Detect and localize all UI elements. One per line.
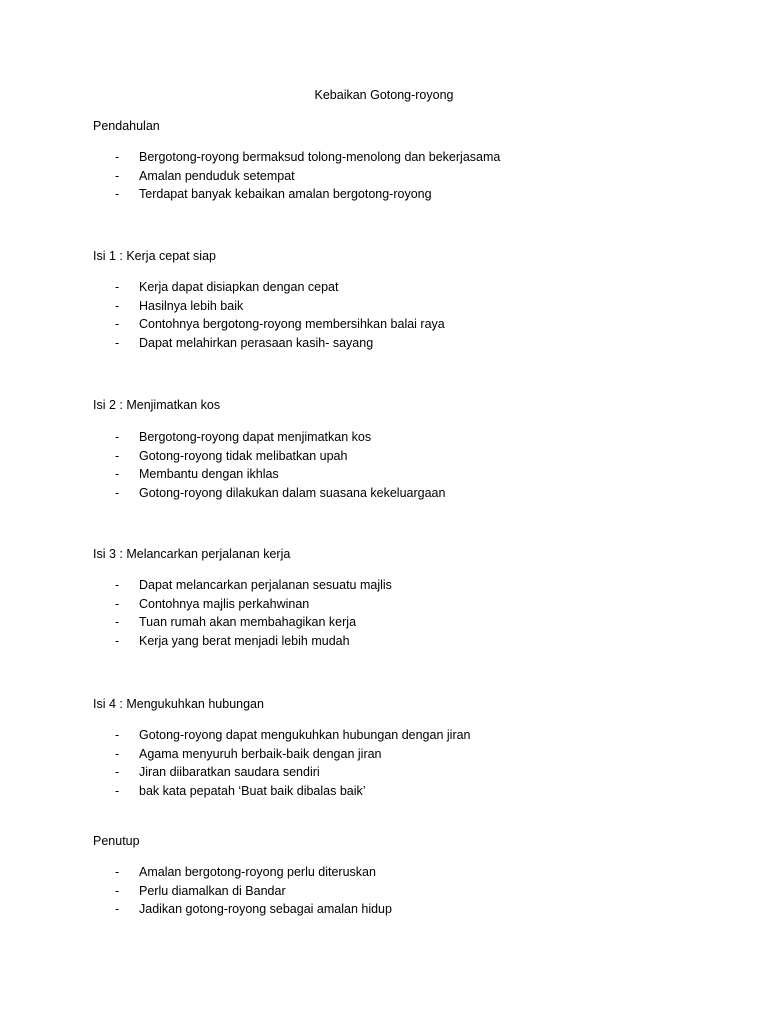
bullet-dash: - xyxy=(115,784,120,799)
list-item-text: Gotong-royong dapat mengukuhkan hubungan dengan jiran xyxy=(139,728,471,742)
bullet-dash: - xyxy=(115,746,120,761)
bullet-dash: - xyxy=(115,430,120,444)
list-item-text: bak kata pepatah ‘Buat baik dibalas baik’ xyxy=(139,784,366,799)
bullet-dash: - xyxy=(115,902,120,917)
bullet-dash: - xyxy=(115,765,120,780)
list-item-text: Jiran diibaratkan saudara sendiri xyxy=(139,765,320,780)
list-item-text: Amalan penduduk setempat xyxy=(139,168,295,183)
bullet-dash: - xyxy=(115,865,120,879)
list-item-text: Amalan bergotong-royong perlu diteruskan xyxy=(139,865,376,879)
list-item-text: Gotong-royong dilakukan dalam suasana kekeluargaan xyxy=(139,486,446,501)
list-item-text: Gotong-royong tidak melibatkan upah xyxy=(139,448,348,463)
list-item-text: Contohnya bergotong-royong membersihkan balai raya xyxy=(139,317,445,332)
list-item-text: Agama menyuruh berbaik-baik dengan jiran xyxy=(139,746,382,761)
bullet-dash: - xyxy=(115,596,120,611)
bullet-dash: - xyxy=(115,883,120,898)
list-item-text: Tuan rumah akan membahagikan kerja xyxy=(139,615,357,630)
bullet-dash: - xyxy=(115,280,120,294)
list-item-text: Jadikan gotong-royong sebagai amalan hidup xyxy=(139,902,392,917)
bullet-dash: - xyxy=(115,615,120,630)
section-heading-penutup: Penutup xyxy=(93,834,140,848)
bullet-dash: - xyxy=(115,448,120,463)
section-heading-isi-2: Isi 2 : Menjimatkan kos xyxy=(93,398,221,412)
bullet-dash: - xyxy=(115,578,120,592)
section-heading-isi-1: Isi 1 : Kerja cepat siap xyxy=(93,249,216,263)
document-title: Kebaikan Gotong-royong xyxy=(314,88,454,102)
list-item-text: Perlu diamalkan di Bandar xyxy=(139,883,286,898)
section-heading-isi-4: Isi 4 : Mengukuhkan hubungan xyxy=(93,697,264,711)
bullet-dash: - xyxy=(115,317,120,332)
list-item-text: Dapat melancarkan perjalanan sesuatu majlis xyxy=(139,578,392,592)
bullet-dash: - xyxy=(115,486,120,501)
bullet-dash: - xyxy=(115,187,120,202)
bullet-dash: - xyxy=(115,728,120,742)
bullet-dash: - xyxy=(115,150,120,164)
list-item-text: Kerja dapat disiapkan dengan cepat xyxy=(139,280,339,294)
bullet-dash: - xyxy=(115,467,120,482)
bullet-dash: - xyxy=(115,634,120,649)
section-heading-pendahulan: Pendahulan xyxy=(93,119,160,133)
section-heading-isi-3: Isi 3 : Melancarkan perjalanan kerja xyxy=(93,547,291,561)
list-item-text: Bergotong-royong dapat menjimatkan kos xyxy=(139,430,372,444)
list-item-text: Bergotong-royong bermaksud tolong-menolong dan bekerjasama xyxy=(139,150,501,164)
bullet-dash: - xyxy=(115,336,120,351)
list-item-text: Kerja yang berat menjadi lebih mudah xyxy=(139,634,350,649)
bullet-dash: - xyxy=(115,298,120,313)
bullet-dash: - xyxy=(115,168,120,183)
list-item-text: Terdapat banyak kebaikan amalan bergotong-royong xyxy=(139,187,432,202)
list-item-text: Contohnya majlis perkahwinan xyxy=(139,596,310,611)
list-item-text: Membantu dengan ikhlas xyxy=(139,467,279,482)
list-item-text: Dapat melahirkan perasaan kasih- sayang xyxy=(139,336,374,351)
list-item-text: Hasilnya lebih baik xyxy=(139,298,244,313)
